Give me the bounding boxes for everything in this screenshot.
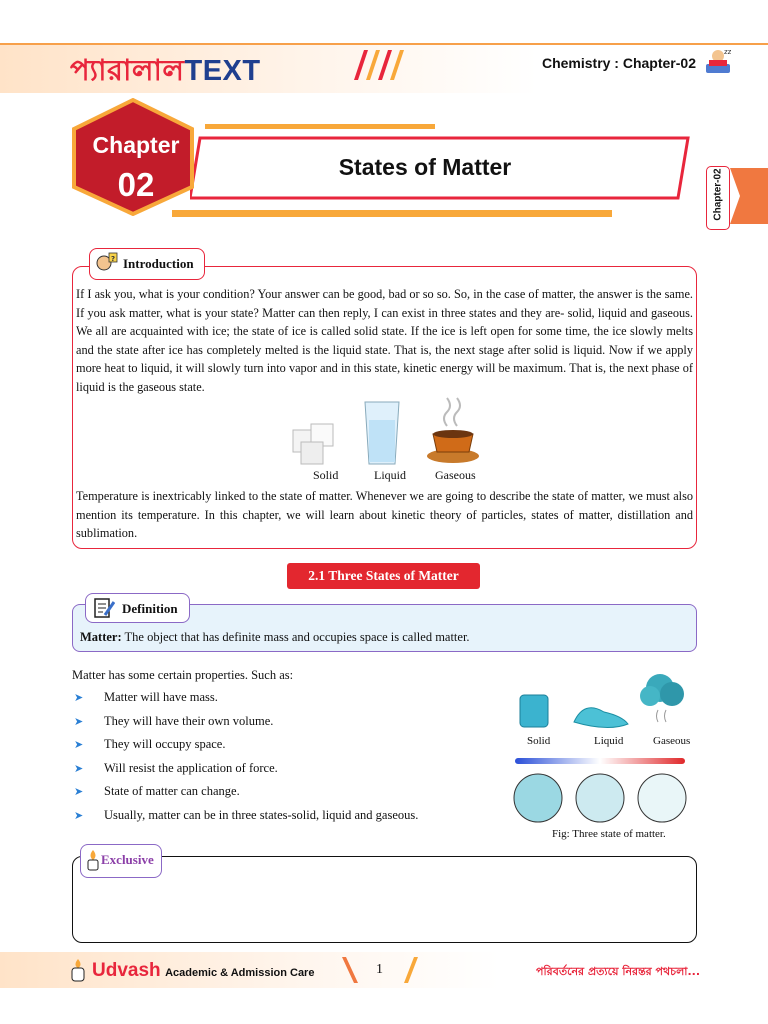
definition-tag [85,593,190,623]
image-label-gaseous: Gaseous [435,468,476,482]
chapter-word: Chapter [92,132,180,158]
exclusive-tag [80,844,162,878]
introduction-tag [89,248,205,280]
section-title: 2.1 Three States of Matter [287,563,480,589]
properties-intro: Matter has some certain properties. Such as: [72,668,294,682]
introduction-paragraph-1: If I ask you, what is your condition? Your answer can be good, bad or so so. So, in the case of matter, the answer is the same. If you ask matter, what is your state? Matter can then reply, I can exist in three states and they are- solid, liquid and gaseous. We all are acquainted with ice; the state of ice is called solid state. If the ice is left open for some time, the ice slowly melts and the state after ice has completely melted is the liquid state. That is, the next stage after solid is liquid. Now if we apply more heat to liquid, it will slowly turn into vapor and in this state, kinetic energy will be maximum. That is, the next phase of liquid is the gaseous state. [76,287,693,394]
side-chapter-tab [706,166,730,230]
thinking-person-icon [94,252,118,276]
list-item-text: State of matter can change. [104,784,240,798]
definition-label: Definition [122,601,178,616]
solid-liquid-gas-illustration [281,390,487,468]
brand-logo [70,48,261,97]
states-particles-illustration [510,670,700,830]
chapter-title: States of Matter [338,154,512,180]
states-of-matter-image [281,390,487,486]
three-states-figure [510,670,700,840]
udvash-logo-icon [70,958,86,982]
brand-bangla: প্যারালাল [70,55,185,87]
title-top-accent [205,124,435,129]
list-item-text: They will have their own volume. [104,713,274,728]
arrow-bullet-icon: ➤ [74,809,84,822]
notepad-pencil-icon [93,597,115,619]
image-label-liquid: Liquid [374,468,406,482]
introduction-paragraph-2: Temperature is inextricably linked to the state of matter. Whenever we are going to describe the state of matter, we must also mention its temperature. In this chapter, we will learn about kinetic theory of particles, states of matter, distillation and sublimation. [76,489,693,540]
list-item-text: Will resist the application of force. [104,760,278,775]
introduction-label: Introduction [123,256,194,271]
figure-caption: Fig: Three state of matter. [552,828,666,840]
footer-slogan: পরিবর্তনের প্রত্যয়ে নিরন্তর পথচলা... [536,965,700,978]
footer-brand-name: Udvash [92,960,161,981]
image-label-solid: Solid [313,468,339,482]
svg-text:zz: zz [724,48,732,56]
chapter-number: 02 [117,166,155,203]
footer-brand [92,960,314,982]
figure-label-solid: Solid [527,735,551,747]
header-rule [0,43,768,45]
page-number: 1 [376,962,383,977]
definition-body: The object that has definite mass and occupies space is called matter. [121,630,470,644]
header-slash-decoration [350,46,410,82]
arrow-bullet-icon: ➤ [74,762,84,775]
list-item-text: Matter will have mass. [104,690,218,704]
side-tab-arrow [730,168,768,224]
exclusive-label: Exclusive [101,852,154,867]
definition-term: Matter: [80,630,122,644]
subject-chapter-label: Chemistry : Chapter-02 [541,55,696,71]
flame-candle-icon [85,849,101,871]
figure-label-liquid: Liquid [594,735,624,747]
footer-brand-tagline: Academic & Admission Care [165,967,315,979]
title-bottom-accent [172,210,612,217]
arrow-bullet-icon: ➤ [74,739,84,751]
arrow-bullet-icon: ➤ [74,715,84,728]
definition-text [80,630,470,645]
student-reading-icon [703,46,733,76]
arrow-bullet-icon: ➤ [74,692,84,704]
list-item-text: Usually, matter can be in three states-solid, liquid and gaseous. [104,807,419,822]
side-chapter-tab-label: Chapter-02 [712,168,724,221]
exclusive-box [72,856,697,943]
figure-label-gaseous: Gaseous [653,735,691,747]
svg-text:?: ? [111,255,116,263]
list-item-text: They will occupy space. [104,737,226,751]
arrow-bullet-icon: ➤ [74,786,84,798]
brand-text: TEXT [184,55,261,87]
